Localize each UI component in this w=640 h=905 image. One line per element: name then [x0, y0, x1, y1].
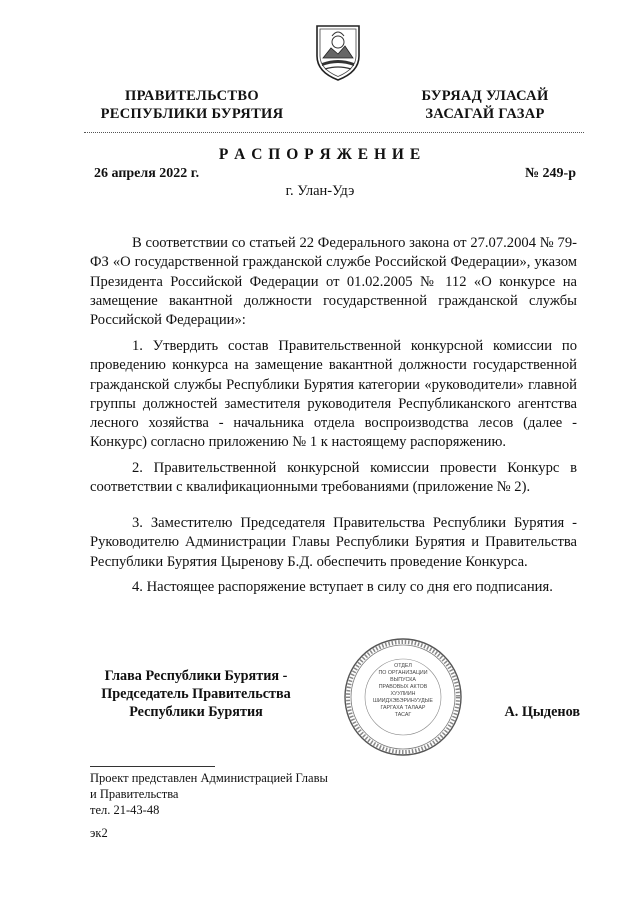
- header-right: [400, 87, 570, 123]
- stamp-line-8: ТАСАГ: [394, 712, 412, 718]
- document-city: г. Улан-Удэ: [285, 183, 355, 199]
- document-date: 26 апреля 2022 г.: [94, 166, 200, 181]
- footer-line3: тел. 21-43-48: [90, 803, 160, 817]
- signatory-title-line2: Председатель Правительства: [101, 686, 291, 702]
- preamble-paragraph: [90, 234, 577, 330]
- paragraph-4-text: 4. Настоящее распоряжение вступает в силу со дня его подписания.: [132, 579, 553, 595]
- document-number: № 249-р: [524, 166, 576, 181]
- signatory-name: А. Цыденов: [504, 704, 580, 720]
- footer-divider: [90, 766, 215, 767]
- header-divider: [84, 132, 584, 133]
- header-right-line1: БУРЯАД УЛАСАЙ: [421, 88, 549, 104]
- signatory-title-line3: Республики Бурятия: [129, 704, 263, 720]
- stamp-line-2: ПО ОРГАНИЗАЦИИ: [378, 670, 428, 676]
- footer-line1: Проект представлен Администрацией Главы: [90, 771, 328, 785]
- stamp-line-7: ГАРГАХА ТАЛААР: [380, 705, 426, 711]
- paragraph-1: [90, 337, 577, 453]
- header-right-line2: ЗАСАГАЙ ГАЗАР: [425, 106, 545, 122]
- stamp-line-1: ОТДЕЛ: [394, 663, 412, 669]
- paragraph-2: [90, 459, 577, 498]
- paragraph-2-text: 2. Правительственной конкурсной комиссии провести Конкурс в соответствии с квалификационными требованиями (приложение № 2).: [90, 460, 577, 496]
- paragraph-3: [90, 514, 577, 572]
- header-left: [92, 87, 292, 123]
- stamp-line-4: ПРАВОВЫХ АКТОВ: [378, 684, 428, 690]
- paragraph-1-text: 1. Утвердить состав Правительственной конкурсной комиссии по проведению конкурса на замещение вакантной должности государственной гражданской службы Республики Бурятия категории «руководители» главной группы должностей заместителя руководителя Республиканского агентства лесного хозяйства - начальника отдела воспроизводства лесов (далее - Конкурс) согласно приложению № 1 к настоящему распоряжению.: [90, 338, 577, 451]
- coat-of-arms-emblem: [313, 22, 363, 82]
- footer-code: эк2: [90, 826, 108, 840]
- header-left-line1: ПРАВИТЕЛЬСТВО: [125, 88, 259, 104]
- signatory-title: [86, 667, 306, 721]
- signatory-title-line1: Глава Республики Бурятия -: [104, 668, 288, 684]
- footer-line2: и Правительства: [90, 787, 179, 801]
- paragraph-3-text: 3. Заместителю Председателя Правительства Республики Бурятия - Руководителю Администрации Главы Республики Бурятия и Правительства Республики Бурятия Цыренову Б.Д. обеспечить проведение Конкурса.: [90, 515, 577, 570]
- header-left-line2: РЕСПУБЛИКИ БУРЯТИЯ: [100, 106, 284, 122]
- stamp-line-3: ВЫПУСКА: [390, 677, 416, 683]
- footer-note: [90, 770, 328, 818]
- paragraph-4: [90, 578, 577, 597]
- stamp-line-5: ХУУЛИИН: [390, 691, 416, 697]
- stamp-line-6: ШИИДХЭБЭРИНУУДЫЕ: [373, 698, 433, 704]
- preamble-text: В соответствии со статьей 22 Федерального закона от 27.07.2004 № 79-ФЗ «О государственной гражданской службе Российской Федерации», указом Президента Российской Федерации от 01.02.2005 № 112 «О конкурсе на замещение вакантной должности государственной гражданской службы Российской Федерации»:: [90, 235, 577, 329]
- document-title: Р А С П О Р Я Ж Е Н И Е: [218, 146, 422, 163]
- official-stamp: [342, 636, 464, 758]
